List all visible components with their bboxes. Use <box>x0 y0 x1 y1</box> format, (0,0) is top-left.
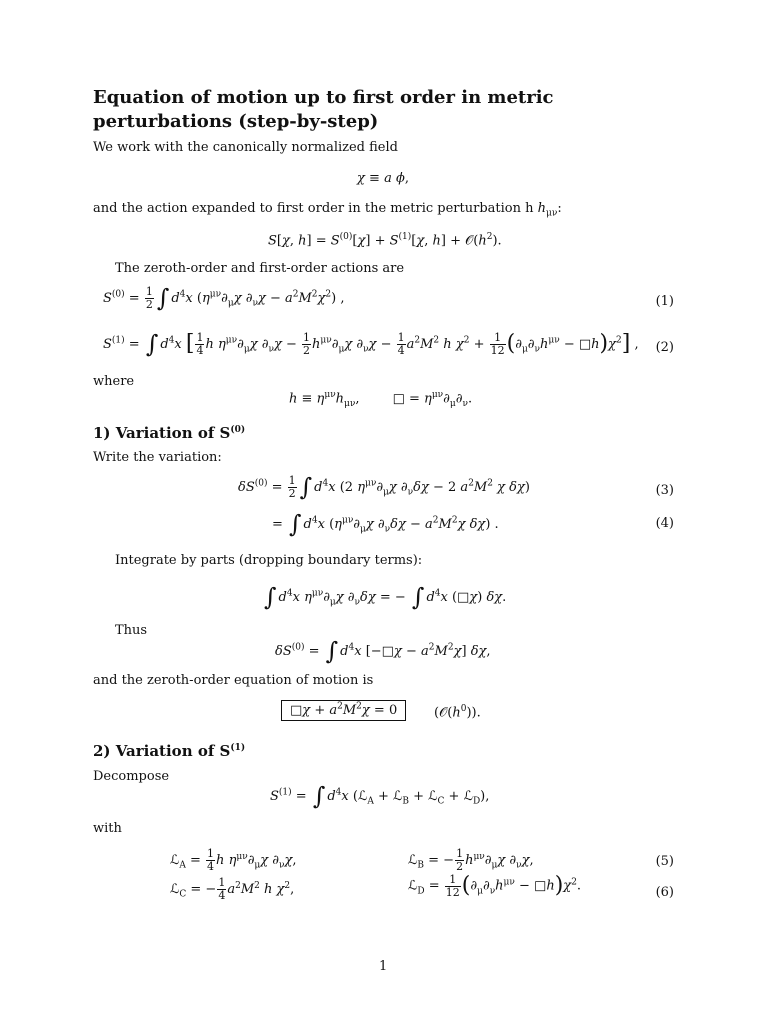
paragraph-with: with <box>93 821 122 836</box>
equation-decomposition: $S^{(1)}$ = ∫ $d^4x$ (ℒ$_A$ + ℒ$_B$ + ℒ$_C$ + ℒ$_D$), <box>270 782 490 810</box>
equation-5-number: (5) <box>655 854 674 869</box>
paragraph-thus: Thus <box>115 623 148 638</box>
paragraph-zeroth-eom: and the zeroth-order equation of motion is <box>93 673 374 688</box>
equation-4-number: (4) <box>655 516 674 531</box>
equation-action-expansion: S[χ, $h] = S^{(0)}[\chi] + S^{(1)}[\chi$, $h] + 𝒪(h^2)$. <box>268 232 502 249</box>
equation-2-number: (2) <box>655 340 674 355</box>
paragraph-write-variation: Write the variation: <box>93 450 222 465</box>
equation-zeroth-order-eom: □χ + $a^2M^2\chi = 0$ <box>281 702 406 719</box>
equation-order-label: $(𝒪(h^0))$. <box>434 704 481 721</box>
equation-1-number: (1) <box>655 294 674 309</box>
equation-6-number: (6) <box>655 885 674 900</box>
paragraph-where: where <box>93 374 135 389</box>
equation-integration-by-parts: ∫ $d^4x$ $\eta^{\mu\nu}\partial_\mu\chi$ $\partial_\nu\delta\chi$ = − ∫ $d^4x$ (□χ) δχ. <box>264 583 507 611</box>
paragraph-orders: The zeroth-order and first-order actions are <box>115 261 405 276</box>
equation-3-number: (3) <box>655 483 674 498</box>
equation-chi-definition: χ ≡ a ϕ, <box>357 171 409 186</box>
section-heading-2: 2) Variation of $S^{(1)}$ <box>93 742 246 760</box>
equation-definitions: $h \equiv \eta^{\mu\nu}h_{\mu\nu}$, □ = $\eta^{\mu\nu}\partial_\mu\partial_\nu$. <box>289 390 473 409</box>
page-title: Equation of motion up to first order in metric perturbations (step-by-step) <box>93 87 554 132</box>
equation-variation-result: $\delta S^{(0)}$ = ∫ $d^4x$ [−□χ − $a^2M^2\chi$] δχ, <box>275 637 491 665</box>
equation-5-left: ℒ$_A$ = $\frac{1}{4}$ h $\eta^{\mu\nu}\partial_\mu\chi$ $\partial_\nu\chi$, <box>170 847 297 874</box>
equation-5-right: ℒ$_B$ = − $\frac{1}{2}$ $h^{\mu\nu}\partial_\mu\chi$ $\partial_\nu\chi$, <box>408 847 534 874</box>
equation-3: $\delta S^{(0)}$ = $\frac{1}{2}$ ∫ $d^4x$ (2 $\eta^{\mu\nu}\partial_\mu\chi$ $\partial_\nu\delta\chi - 2$ $a^2M^2$ χ δχ) <box>238 473 530 501</box>
paragraph-action: and the action expanded to first order in the metric perturbation h $h_{\mu\nu}$: <box>93 201 562 219</box>
paragraph-intro: We work with the canonically normalized field <box>93 140 398 155</box>
equation-6-left: ℒ$_C$ = − $\frac{1}{4}$ $a^2M^2$ h $\chi^2$, <box>170 876 295 903</box>
paragraph-decompose: Decompose <box>93 769 170 784</box>
equation-4: = ∫ $d^4x$ ($\eta^{\mu\nu}\partial_\mu\chi$ $\partial_\nu\delta\chi - a^2M^2\chi$ δχ) . <box>272 510 499 538</box>
paragraph-integrate-by-parts: Integrate by parts (dropping boundary terms): <box>115 553 423 568</box>
section-heading-1: 1) Variation of $S^{(0)}$ <box>93 424 246 442</box>
page-number: 1 <box>379 959 388 974</box>
equation-1: $S^{(0)}$ = $\frac{1}{2}$ ∫ $d^4x$ ($\eta^{\mu\nu}\partial_\mu\chi$ $\partial_\nu\chi - a^2M^2\chi^2$) , <box>103 284 345 312</box>
equation-6-right: ℒ$_D$ = $\frac{1}{12}$ ($\partial_\mu\partial_\nu h^{\mu\nu}$ − $□h)\chi^2$. <box>408 872 582 899</box>
equation-2: $S^{(1)}$ = ∫ $d^4x$ [ $\frac{1}{4}$ h $\eta^{\mu\nu}\partial_\mu\chi$ $\partial_\nu\chi$ − $\frac{1}{2}$ $h^{\mu\nu}\partial_\mu\chi$ $\partial_\nu\chi$ − $\frac{1}{4}$ $a^2M^2$ h $\chi^2$ + $\frac{1}{12}$ ($\partial_\mu\partial_\nu h^{\mu\nu}$ − $□h)\chi^2$] , <box>103 330 639 358</box>
